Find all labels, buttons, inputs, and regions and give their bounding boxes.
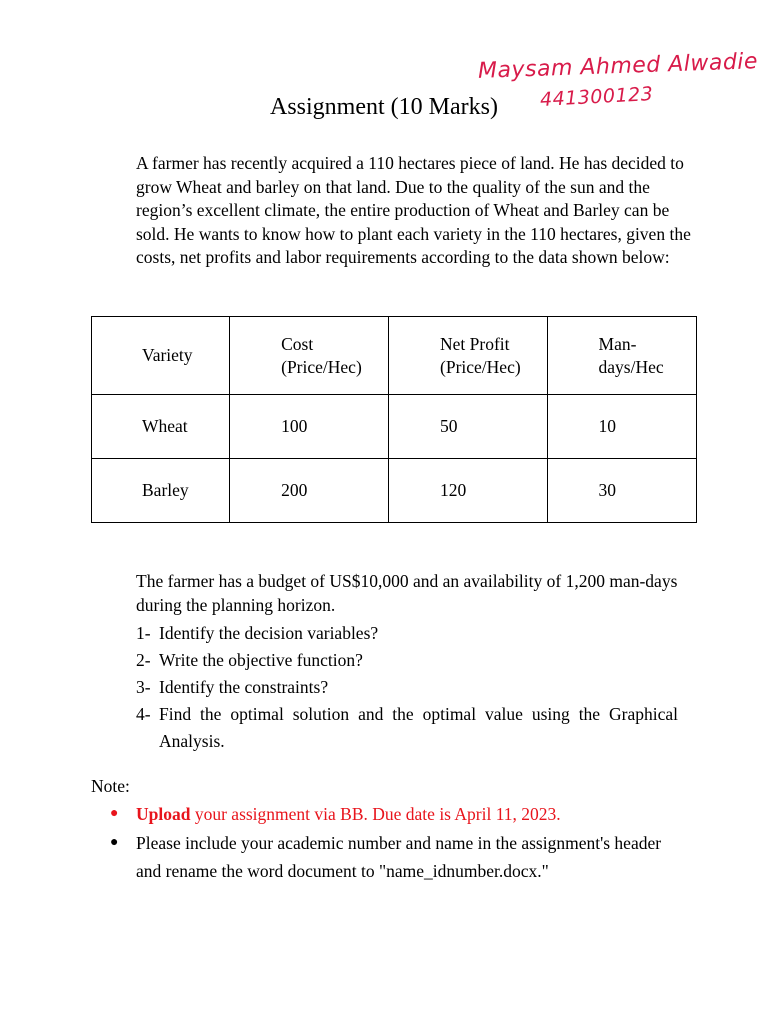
header-profit-line1: Net Profit (440, 333, 510, 354)
header-mandays-line1: Man- (598, 333, 637, 354)
note-instruction-text: Please include your academic number and name in the assignment's header and rename the word document to "name_idnumber.docx." (136, 833, 662, 881)
header-net-profit (389, 317, 548, 395)
table-row (92, 459, 697, 523)
cell-man-days: 10 (547, 395, 696, 459)
question-text: Identify the constraints? (159, 677, 329, 697)
cell-variety: Barley (92, 459, 230, 523)
cell-man-days: 30 (547, 459, 696, 523)
table-row (92, 395, 697, 459)
question-number: 3- (136, 677, 151, 697)
header-variety (92, 317, 230, 395)
header-variety-text: Variety (142, 345, 193, 365)
question-number: 2- (136, 650, 151, 670)
handwritten-student-id: 441300123 (539, 83, 654, 111)
question-text: Identify the decision variables? (159, 623, 379, 643)
cell-cost: 200 (230, 459, 389, 523)
question-number: 1- (136, 623, 151, 643)
upload-rest-text: your assignment via BB. Due date is April 11, 2023. (190, 804, 561, 824)
header-profit-line2: (Price/Hec) (440, 356, 521, 377)
question-item (136, 647, 678, 674)
question-list (136, 620, 678, 755)
upload-bold-word: Upload (136, 804, 191, 824)
cell-variety: Wheat (92, 395, 230, 459)
header-mandays-line2: days/Hec (598, 356, 664, 377)
question-text: Find the optimal solution and the optimal value using the Graphical Analysis. (159, 704, 678, 751)
question-item (136, 620, 678, 647)
header-man-days (547, 317, 696, 395)
data-table (91, 316, 697, 523)
note-item-instruction (110, 829, 670, 885)
handwritten-student-name: Maysam Ahmed Alwadie (477, 49, 759, 84)
header-cost-line1: Cost (281, 333, 314, 354)
question-item (136, 701, 678, 755)
note-upload-text (136, 800, 561, 828)
cell-net-profit: 120 (389, 459, 548, 523)
question-text: Write the objective function? (159, 650, 363, 670)
bullet-icon: ● (110, 806, 119, 821)
question-number: 4- (136, 704, 151, 724)
budget-paragraph: The farmer has a budget of US$10,000 and an availability of 1,200 man-days during the planning horizon. (136, 571, 678, 615)
question-item (136, 674, 678, 701)
intro-paragraph: A farmer has recently acquired a 110 hectares piece of land. He has decided to grow Wheat and barley on that land. Due to the quality of the sun and the region’s excellent climate, the entire production of Wheat and Barley can be sold. He wants to know how to plant each variety in the 110 hectares, given the costs, net profits and labor requirements according to the data shown below: (136, 153, 691, 267)
bullet-icon: ● (110, 835, 119, 850)
cell-cost: 100 (230, 395, 389, 459)
page-title: Assignment (10 Marks) (270, 94, 498, 120)
header-cost (230, 317, 389, 395)
cell-net-profit: 50 (389, 395, 548, 459)
table-header-row (92, 317, 697, 395)
note-label: Note: (91, 776, 130, 796)
note-list (110, 800, 670, 886)
header-cost-line2: (Price/Hec) (281, 356, 362, 377)
note-item-upload (110, 800, 670, 828)
